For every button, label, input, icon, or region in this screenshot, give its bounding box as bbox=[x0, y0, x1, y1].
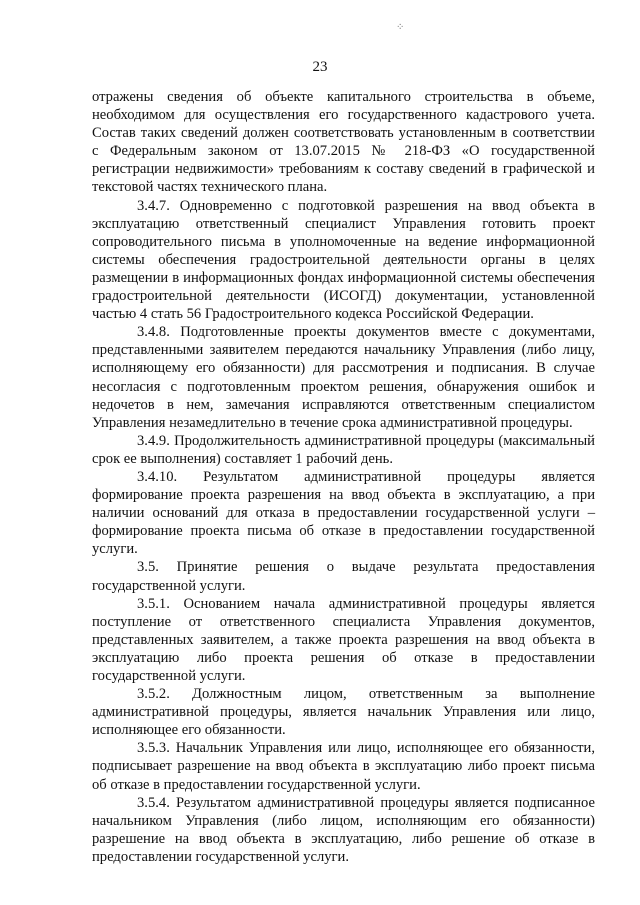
paragraph-3-5-2: 3.5.2. Должностным лицом, ответственным за выполнение административной процедуры, является начальник Управления или лицо, исполняющее его обязанности. bbox=[92, 686, 595, 739]
paragraph-3-4-10: 3.4.10. Результатом административной процедуры является формирование проекта разрешения на ввод объекта в эксплуатацию, а при наличии оснований для отказа в предоставлении государственной услуги – формирование проекта письма об отказе в предоставлении государственной услуги. bbox=[92, 468, 595, 558]
paragraph-3-5: 3.5. Принятие решения о выдаче результата предоставления государственной услуги. bbox=[92, 559, 595, 594]
paragraph-3-4-8: 3.4.8. Подготовленные проекты документов вместе с документами, представленными заявителем передаются начальнику Управления (либо лицу, исполняющему его обязанности) для рассмотрения и подписания. В случае несогласия с подготовленным проектом решения, обнаружения ошибок и недочетов в нем, замечания исправляются ответственным специалистом Управления незамедлительно в течение срока административной процедуры. bbox=[92, 324, 595, 431]
document-body bbox=[92, 88, 595, 866]
page-number: 23 bbox=[312, 59, 328, 75]
paragraph-3-5-4: 3.5.4. Результатом административной процедуры является подписанное начальником Управления (либо лицом, исполняющим его обязанности) разрешение на ввод объекта в эксплуатацию, либо решение об отказе в предоставлении государственной услуги. bbox=[92, 794, 595, 865]
scan-artifact-top: ⁘ bbox=[396, 22, 405, 33]
paragraph-3-5-1: 3.5.1. Основанием начала административной процедуры является поступление от ответственного специалиста Управления документов, представленных заявителем, а также проекта разрешения на ввод объекта в эксплуатацию либо проекта решения об отказе в предоставлении государственной услуги. bbox=[92, 595, 595, 684]
paragraph-3-4-9: 3.4.9. Продолжительность административной процедуры (максимальный срок ее выполнения) составляет 1 рабочий день. bbox=[92, 432, 595, 467]
paragraph-continuation: отражены сведения об объекте капитального строительства в объеме, необходимом для осуществления его государственного кадастрового учета. Состав таких сведений должен соответствовать установленным в соответствии с Федеральным законом от 13.07.2015 № 218-ФЗ «О государственной регистрации недвижимости» требованиям к составу сведений в графической и текстовой частях технического плана. bbox=[92, 89, 595, 196]
paragraph-3-5-3: 3.5.3. Начальник Управления или лицо, исполняющее его обязанности, подписывает разрешение на ввод объекта в эксплуатацию либо проект письма об отказе в предоставлении государственной услуги. bbox=[92, 740, 595, 793]
paragraph-3-4-7: 3.4.7. Одновременно с подготовкой разрешения на ввод объекта в эксплуатацию ответственный специалист Управления готовить проект сопроводительного письма в уполномоченные на ведение информационной системы обеспечения градостроительной деятельности органы в целях размещении в информационных фондах информационной системы обеспечения градостроительной деятельности (ИСОГД) документации, установленной частью 4 стать 56 Градостроительного кодекса Российской Федерации. bbox=[92, 197, 595, 323]
